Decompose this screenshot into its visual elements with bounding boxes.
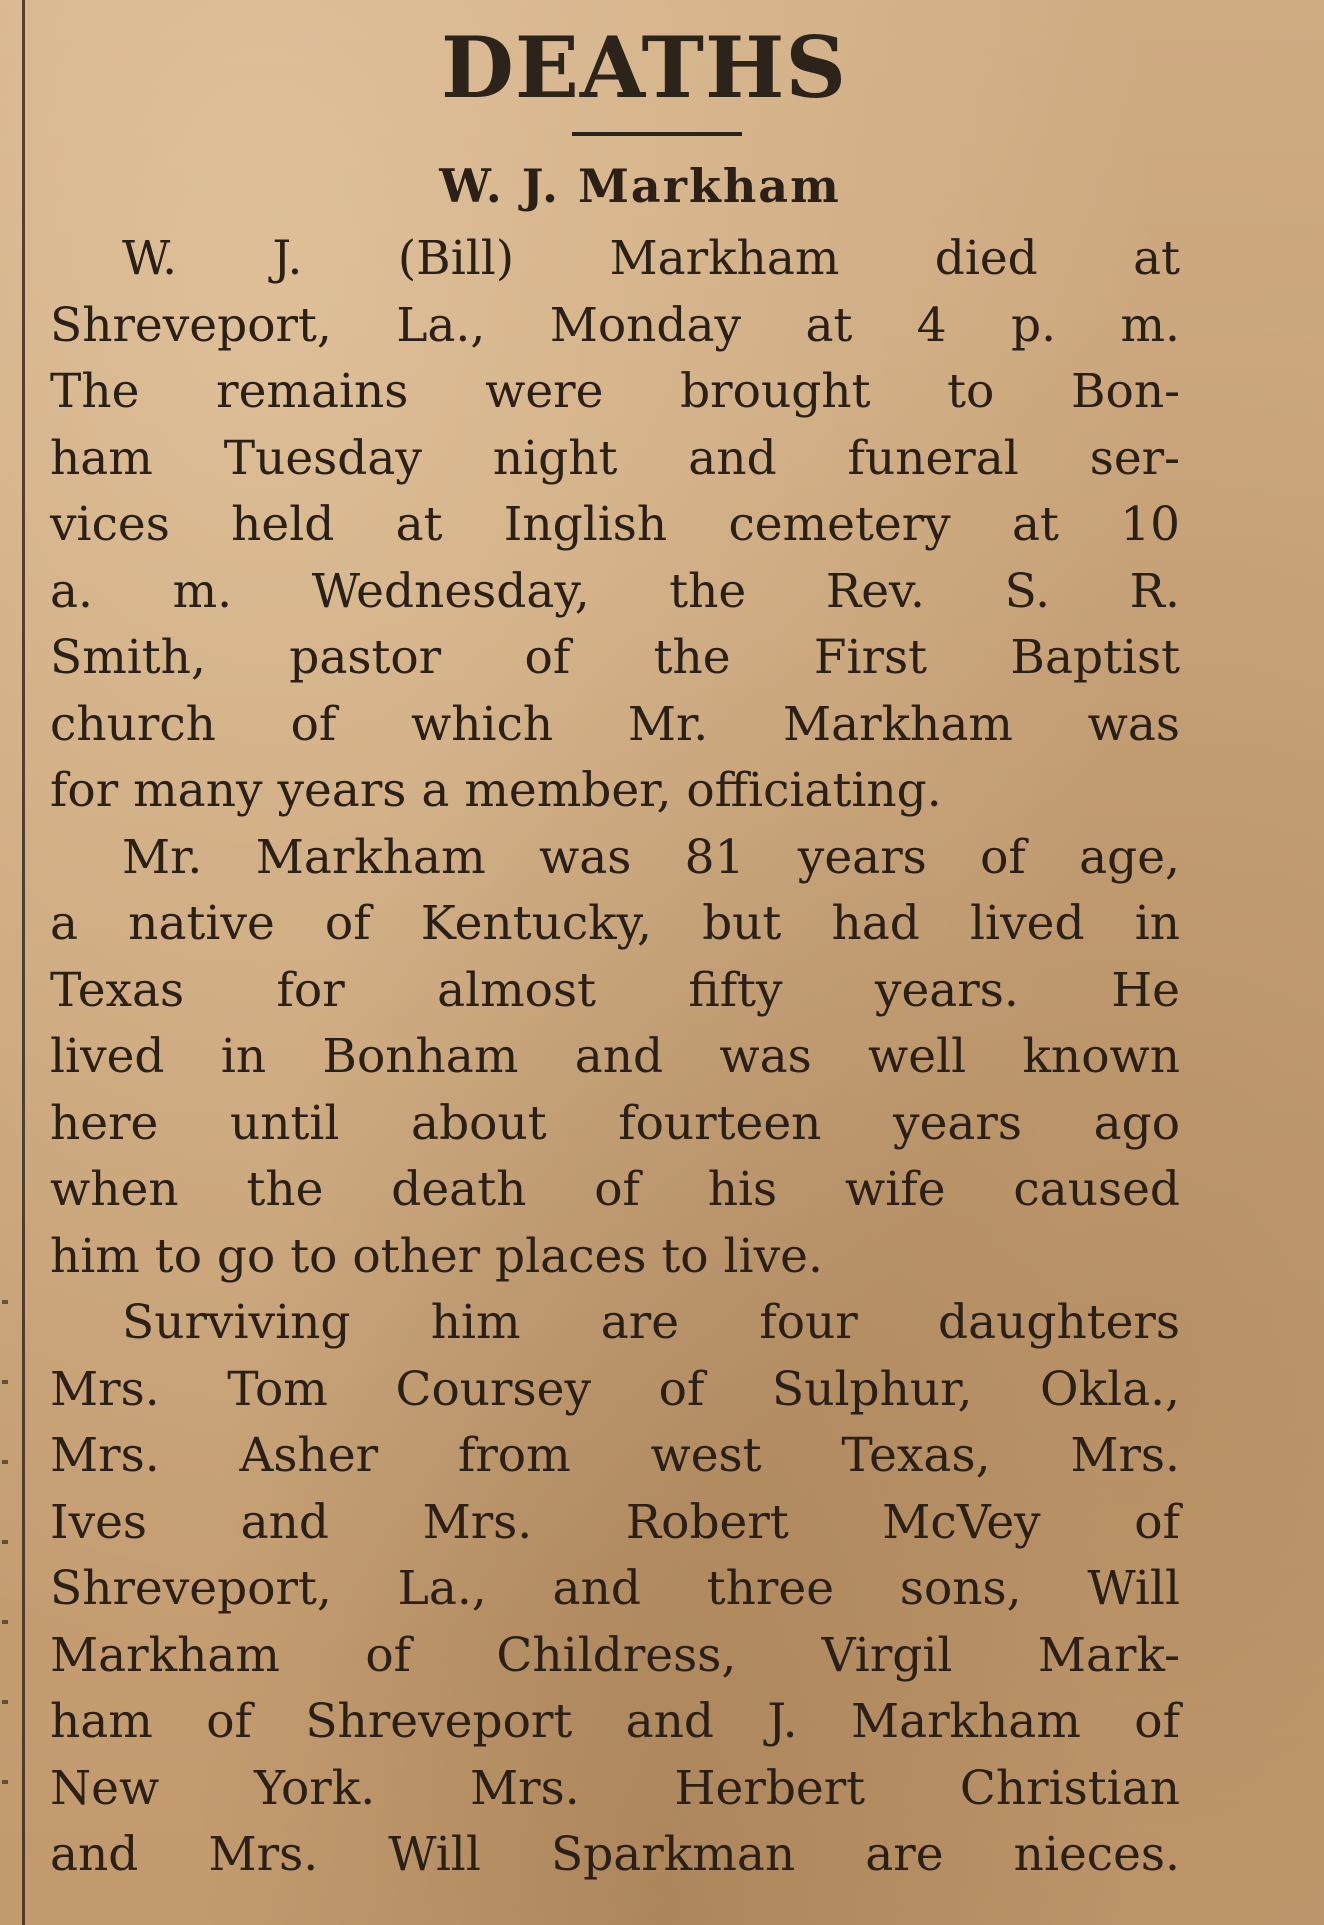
text-line: Shreveport, La., Monday at 4 p. m. <box>50 297 1180 353</box>
text-line: ham of Shreveport and J. Markham of <box>50 1694 1180 1749</box>
text-line: The remains were brought to Bon- <box>50 364 1180 419</box>
edge-mark <box>2 1380 8 1384</box>
paragraph-3 <box>50 1290 1180 1889</box>
text-line: him to go to other places to live. <box>50 1228 823 1284</box>
text-line: Texas for almost fifty years. He <box>50 962 1180 1018</box>
text-line: Markham of Childress, Virgil Mark- <box>50 1627 1180 1683</box>
text-line: Mr. Markham was 81 years of age, <box>122 829 1180 885</box>
obituary-name: W. J. Markham <box>439 159 841 213</box>
text-line: and Mrs. Will Sparkman are nieces. <box>50 1827 1180 1882</box>
edge-mark <box>2 1460 8 1464</box>
adjacent-column-edge <box>0 1300 12 1900</box>
text-line: a native of Kentucky, but had lived in <box>50 896 1180 951</box>
edge-mark <box>2 1780 8 1784</box>
edge-mark <box>2 1620 8 1624</box>
text-line: when the death of his wife caused <box>50 1162 1180 1217</box>
text-line: Ives and Mrs. Robert McVey of <box>50 1494 1180 1550</box>
text-line: for many years a member, officiating. <box>50 763 942 818</box>
paragraph-1 <box>50 226 1180 825</box>
text-line: Smith, pastor of the First Baptist <box>50 630 1180 685</box>
column-rule <box>22 0 25 1925</box>
headline-divider <box>572 132 742 136</box>
text-line: Mrs. Asher from west Texas, Mrs. <box>50 1428 1180 1483</box>
text-line: ham Tuesday night and funeral ser- <box>50 430 1180 486</box>
newspaper-clipping <box>50 0 1180 1889</box>
text-line: vices held at Inglish cemetery at 10 <box>50 497 1180 552</box>
text-line: a. m. Wednesday, the Rev. S. R. <box>50 563 1180 619</box>
text-line: New York. Mrs. Herbert Christian <box>50 1760 1180 1816</box>
text-line: here until about fourteen years ago <box>50 1095 1180 1151</box>
edge-mark <box>2 1540 8 1544</box>
text-line: Mrs. Tom Coursey of Sulphur, Okla., <box>50 1361 1180 1417</box>
text-line: Surviving him are four daughters <box>122 1295 1180 1350</box>
section-headline: DEATHS <box>441 18 847 117</box>
paragraph-2 <box>50 825 1180 1291</box>
text-line: lived in Bonham and was well known <box>50 1029 1180 1084</box>
obituary-body <box>50 226 1180 1889</box>
edge-mark <box>2 1300 8 1304</box>
text-line: church of which Mr. Markham was <box>50 696 1180 752</box>
text-line: W. J. (Bill) Markham died at <box>122 231 1180 286</box>
text-line: Shreveport, La., and three sons, Will <box>50 1561 1180 1616</box>
edge-mark <box>2 1700 8 1704</box>
